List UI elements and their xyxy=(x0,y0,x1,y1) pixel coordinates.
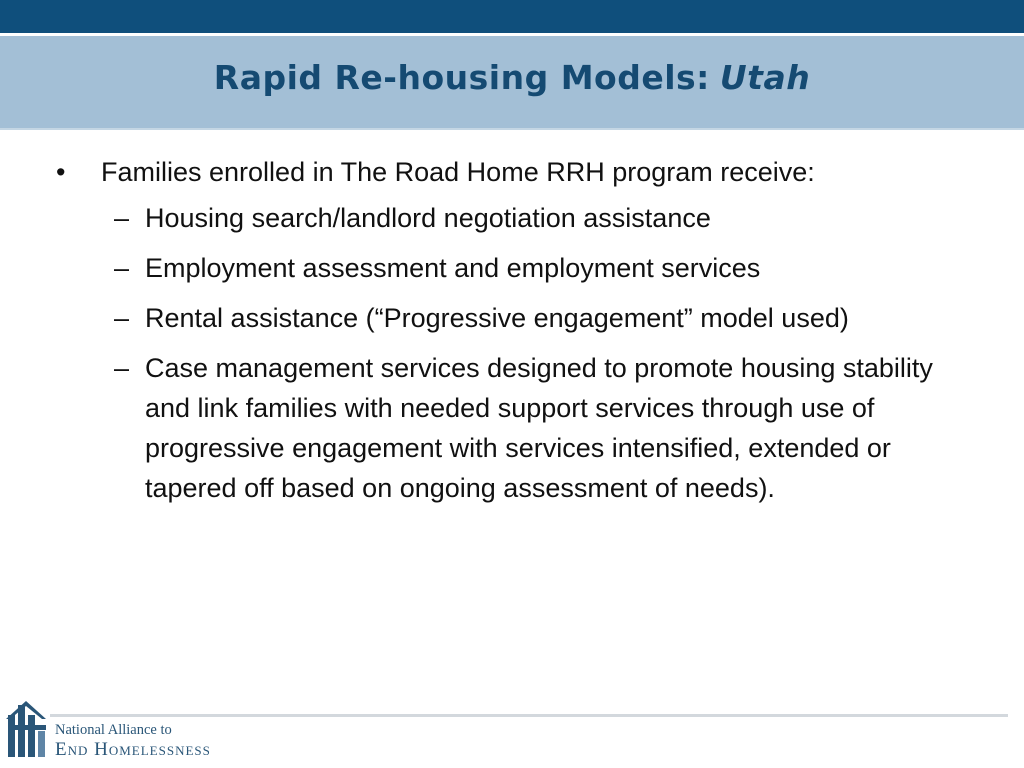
dash-marker: – xyxy=(114,203,130,233)
sub-bullet-text: Employment assessment and employment services xyxy=(145,253,761,283)
bullet-item xyxy=(56,152,976,192)
sub-bullet-text: Case management services designed to promote housing stability and link families with needed support services through use of progressive engagement with services intensified, extended or tapered off based on ongoing assessment of needs). xyxy=(145,353,933,503)
bullet-marker: • xyxy=(56,157,66,187)
bullet-text: Families enrolled in The Road Home RRH program receive: xyxy=(101,157,815,187)
sub-bullet-item xyxy=(114,248,976,288)
house-logo-icon xyxy=(6,701,48,759)
slide-title-main: Rapid Re-housing Models: xyxy=(213,58,710,97)
sub-bullet-item xyxy=(114,298,976,338)
sub-bullet-item xyxy=(114,198,976,238)
header-bar xyxy=(0,0,1024,33)
logo-line-1: National Alliance to xyxy=(55,722,172,738)
slide-body xyxy=(56,152,976,518)
dash-marker: – xyxy=(114,353,130,383)
sub-bullet-item xyxy=(114,348,976,508)
dash-marker: – xyxy=(114,253,130,283)
sub-bullet-text: Rental assistance (“Progressive engagement” model used) xyxy=(145,303,849,333)
logo-line-2: End Homelessness xyxy=(55,739,211,760)
footer-divider xyxy=(50,714,1008,717)
sub-bullet-list xyxy=(56,198,976,508)
organization-logo xyxy=(55,722,211,762)
sub-bullet-text: Housing search/landlord negotiation assistance xyxy=(145,203,711,233)
slide-title-emphasis: Utah xyxy=(719,58,811,97)
dash-marker: – xyxy=(114,303,130,333)
slide-title xyxy=(0,58,1024,97)
